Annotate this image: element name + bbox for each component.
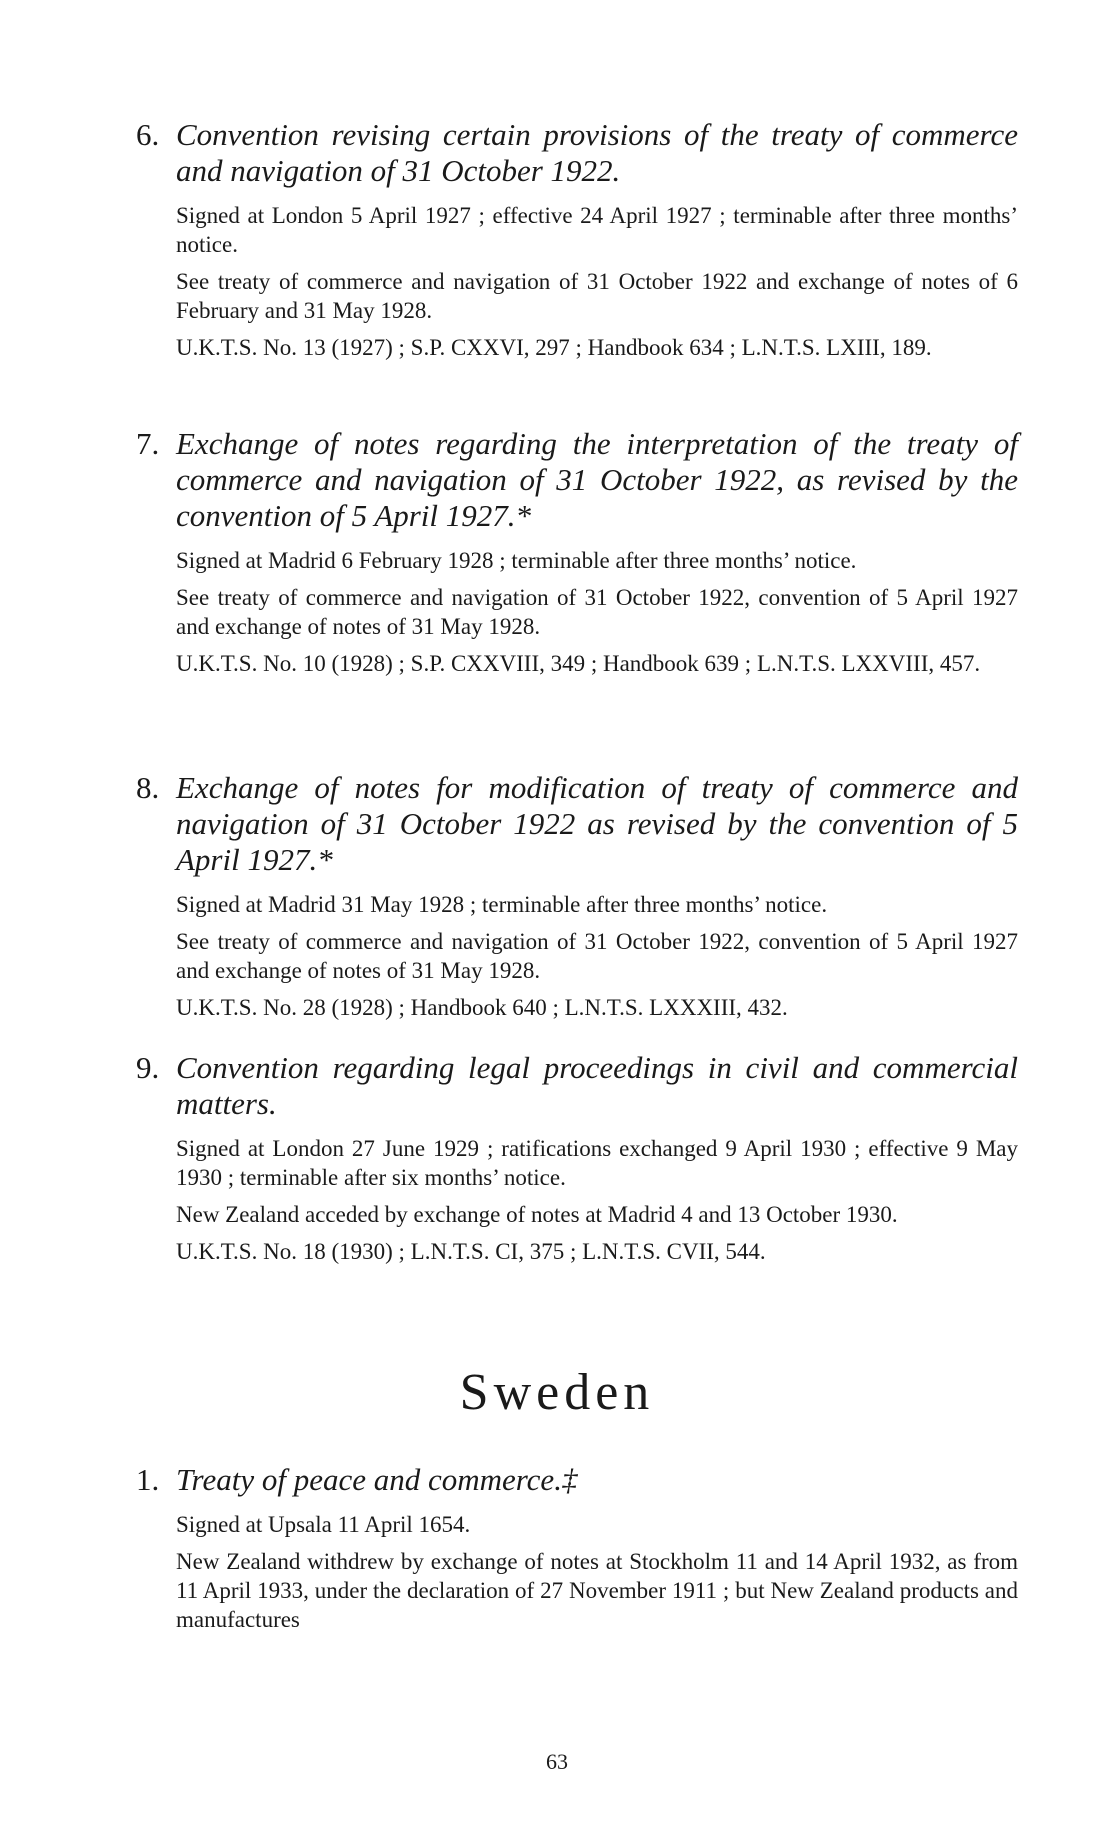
- entry-title: Treaty of peace and commerce.‡: [176, 1462, 578, 1497]
- entry-paragraph: New Zealand withdrew by exchange of notes at Stockholm 11 and 14 April 1932, as from 11 April 1933, under the declaration of 27 November 1911 ; but New Zealand products and manufactures: [176, 1549, 1018, 1632]
- entry-number: 6.: [136, 117, 160, 152]
- entry-paragraph: Signed at London 27 June 1929 ; ratifications exchanged 9 April 1930 ; effective 9 May 1930 ; terminable after six months’ notice.: [176, 1136, 1018, 1190]
- entry-number: 7.: [136, 426, 160, 461]
- entry-paragraph: See treaty of commerce and navigation of 31 October 1922, convention of 5 April 1927 and exchange of notes of 31 May 1928.: [176, 929, 1018, 983]
- section-title: Sweden: [459, 1364, 655, 1421]
- treaty-entry-9: [136, 1050, 1018, 1274]
- entry-paragraph: See treaty of commerce and navigation of 31 October 1922, convention of 5 April 1927 and exchange of notes of 31 May 1928.: [176, 585, 1018, 639]
- entry-number: 8.: [136, 770, 160, 805]
- entry-paragraph: U.K.T.S. No. 18 (1930) ; L.N.T.S. CI, 375 ; L.N.T.S. CVII, 544.: [176, 1239, 766, 1264]
- entry-paragraph: U.K.T.S. No. 28 (1928) ; Handbook 640 ; L.N.T.S. LXXXIII, 432.: [176, 995, 788, 1020]
- entry-title: Convention regarding legal proceedings in civil and commercial matters.: [176, 1050, 1018, 1121]
- entry-heading: [136, 1050, 1018, 1122]
- entry-number: 1.: [136, 1462, 160, 1497]
- entry-heading: [136, 1462, 1018, 1498]
- entry-paragraph: New Zealand acceded by exchange of notes at Madrid 4 and 13 October 1930.: [176, 1202, 898, 1227]
- entry-paragraph: Signed at Madrid 6 February 1928 ; terminable after three months’ notice.: [176, 548, 857, 573]
- sweden-entry-1: [136, 1462, 1018, 1642]
- treaty-entry-6: [136, 117, 1018, 370]
- entry-paragraph: U.K.T.S. No. 13 (1927) ; S.P. CXXVI, 297 ; Handbook 634 ; L.N.T.S. LXIII, 189.: [176, 335, 932, 360]
- treaty-entry-8: [136, 770, 1018, 1030]
- entry-title: Convention revising certain provisions of the treaty of commerce and navigation of 31 October 1922.: [176, 117, 1018, 188]
- entry-title: Exchange of notes regarding the interpretation of the treaty of commerce and navigation of 31 October 1922, as revised by the convention of 5 April 1927.*: [176, 426, 1018, 533]
- page-number: 63: [546, 1749, 568, 1774]
- entry-number: 9.: [136, 1050, 160, 1085]
- treaty-entry-7: [136, 426, 1018, 686]
- entry-paragraph: U.K.T.S. No. 10 (1928) ; S.P. CXXVIII, 349 ; Handbook 639 ; L.N.T.S. LXXVIII, 457.: [176, 651, 981, 676]
- entry-paragraph: Signed at London 5 April 1927 ; effective 24 April 1927 ; terminable after three months’ notice.: [176, 203, 1018, 257]
- entry-paragraph: See treaty of commerce and navigation of 31 October 1922 and exchange of notes of 6 February and 31 May 1928.: [176, 269, 1018, 323]
- entry-heading: [136, 426, 1018, 534]
- entry-heading: [136, 117, 1018, 189]
- entry-paragraph: Signed at Upsala 11 April 1654.: [176, 1512, 471, 1537]
- entry-heading: [136, 770, 1018, 878]
- entry-paragraph: Signed at Madrid 31 May 1928 ; terminable after three months’ notice.: [176, 892, 828, 917]
- entry-title: Exchange of notes for modification of treaty of commerce and navigation of 31 October 1922 as revised by the convention of 5 April 1927.*: [176, 770, 1018, 877]
